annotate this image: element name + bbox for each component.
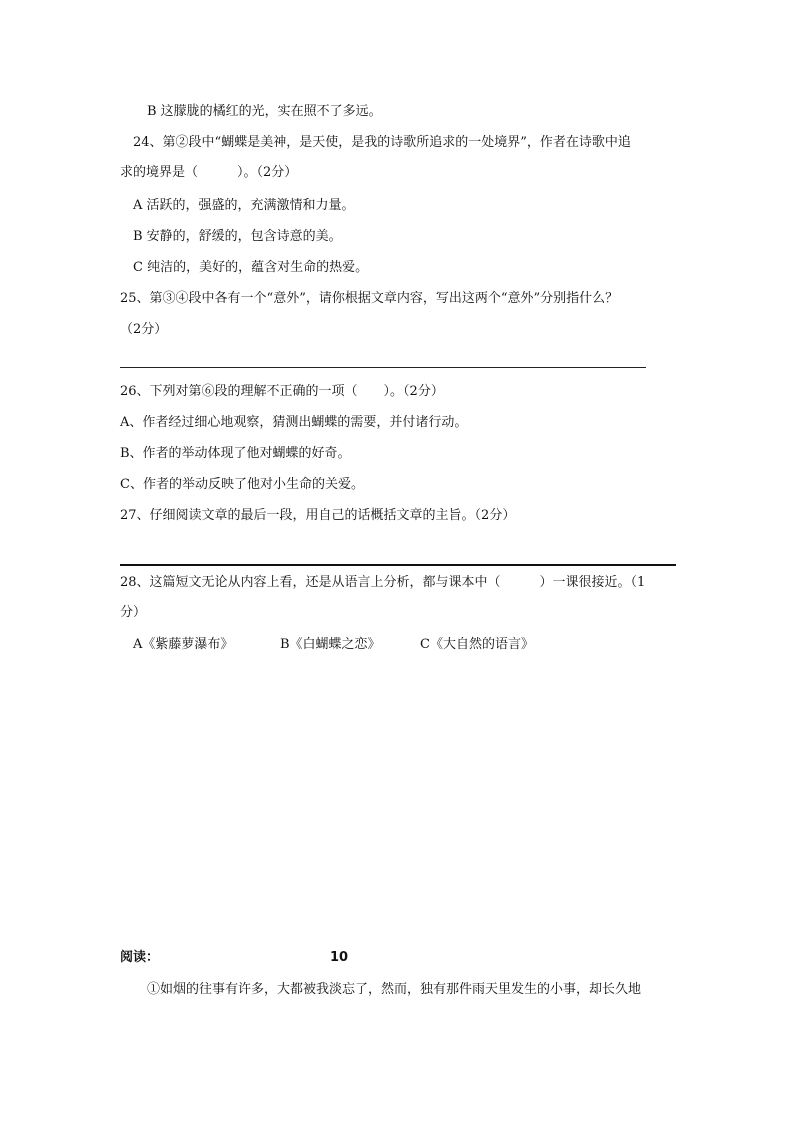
reading-passage-paragraph-1: ①如烟的往事有许多，大都被我淡忘了，然而，独有那件雨天里发生的小事，却长久地 (147, 982, 642, 997)
question-26-option-b: B、作者的举动体现了他对蝴蝶的好奇。 (120, 446, 351, 461)
question-24-option-b: B 安静的，舒缓的，包含诗意的美。 (133, 229, 342, 244)
question-26-option-c: C、作者的举动反映了他对小生命的关爱。 (120, 477, 364, 492)
question-27-text: 27、仔细阅读文章的最后一段，用自己的话概括文章的主旨。（2分） (120, 508, 516, 523)
question-24-text-continued: 求的境界是（ ）。（2分） (120, 165, 298, 180)
question-28-option-b: B《白蝴蝶之恋》 (280, 637, 381, 652)
question-28-option-a: A《紫藤萝瀑布》 (133, 637, 234, 652)
question-24-option-a: A 活跃的，强盛的，充满激情和力量。 (133, 198, 355, 213)
question-26-text: 26、下列对第⑥段的理解不正确的一项（ ）。（2分） (120, 384, 444, 399)
reading-section-label: 阅读： (120, 950, 160, 965)
question-25-text: 25、第③④段中各有一个“意外”，请你根据文章内容，写出这两个“意外”分别指什么？ (120, 291, 619, 306)
question-27-answer-line (120, 564, 676, 566)
question-25-text-continued: （2分） (120, 322, 168, 337)
question-26-option-a: A、作者经过细心地观察，猜测出蝴蝶的需要，并付诸行动。 (120, 415, 468, 430)
question-24-text: 24、第②段中“蝴蝶是美神，是天使，是我的诗歌所追求的一处境界”，作者在诗歌中追 (133, 135, 631, 150)
question-25-answer-line (120, 367, 646, 368)
reading-section-score: 10 (330, 950, 349, 965)
question-28-option-c: C《大自然的语言》 (420, 637, 534, 652)
question-28-text-continued: 分） (120, 605, 147, 620)
question-28-text: 28、这篇短文无论从内容上看，还是从语言上分析，都与课本中（ ）一课很接近。（1 (120, 575, 646, 590)
question-24-option-c: C 纯洁的，美好的，蕴含对生命的热爱。 (133, 260, 369, 275)
question-23-option-b: B 这朦胧的橘红的光，实在照不了多远。 (147, 104, 382, 119)
